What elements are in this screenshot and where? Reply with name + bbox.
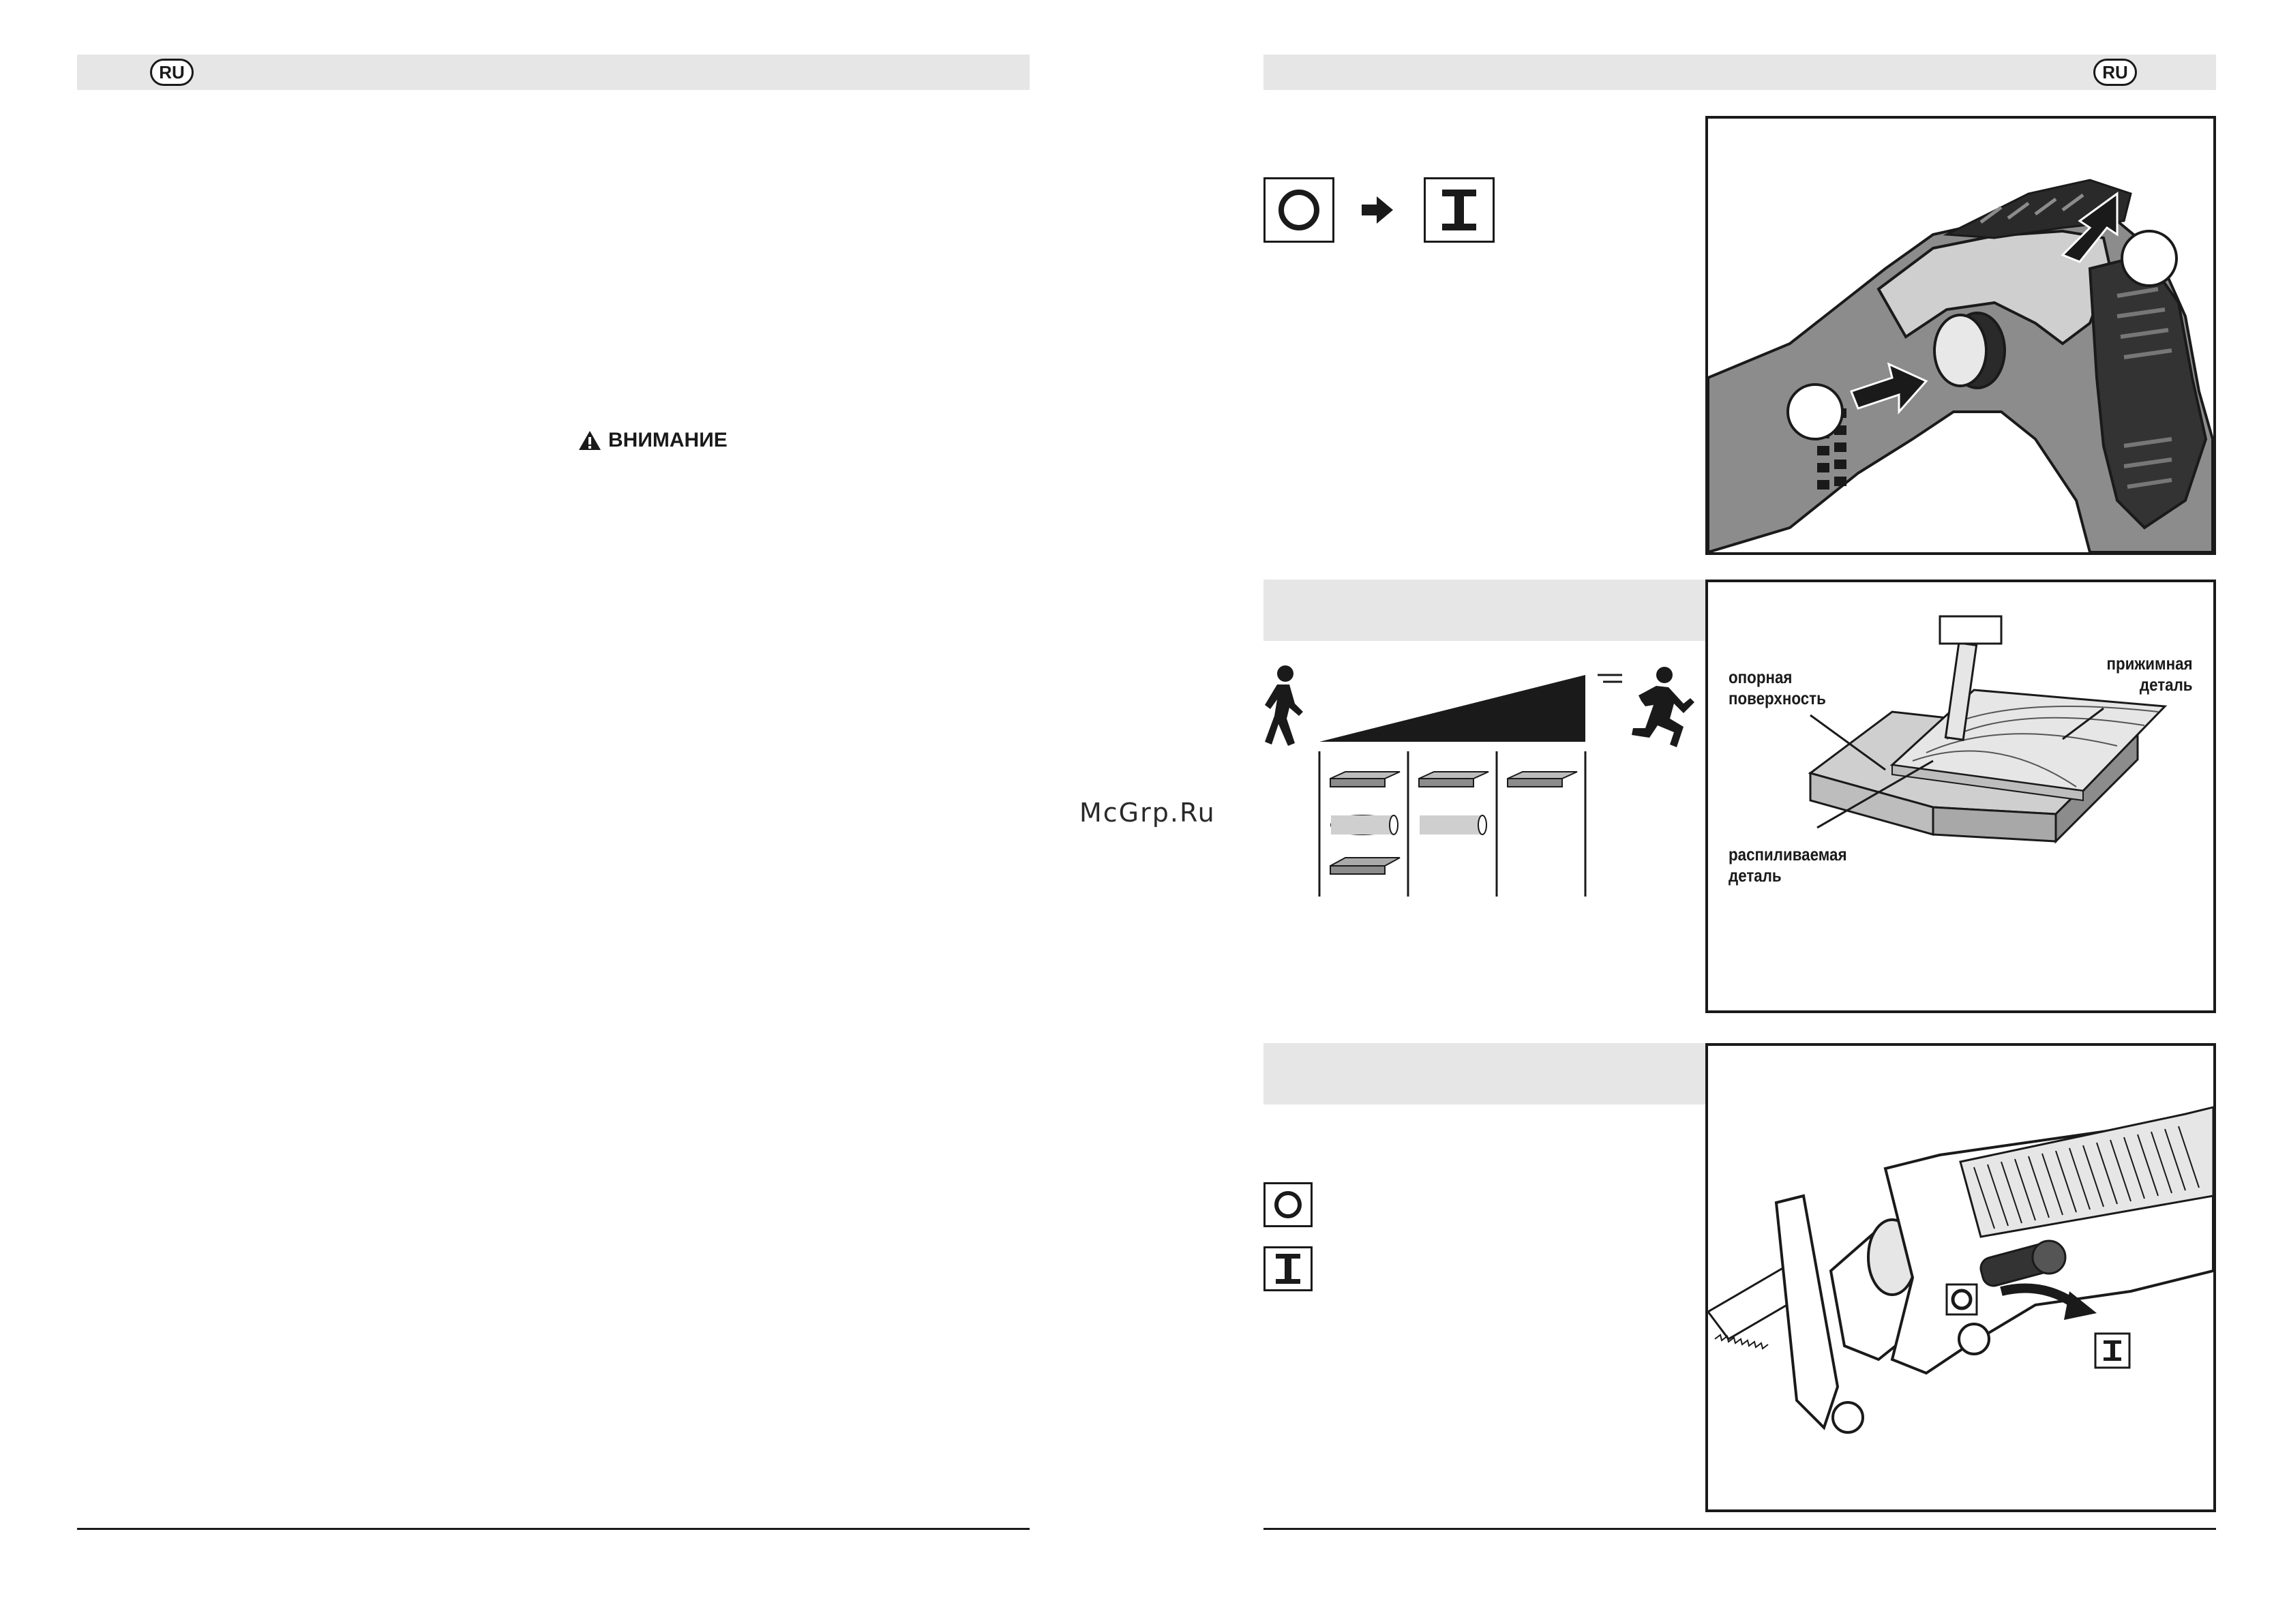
warning-label: ВНИМАНИЕ (608, 429, 728, 451)
right-header-bar (1263, 55, 2216, 90)
right-language-badge: RU (2093, 59, 2137, 86)
section-band-speed (1263, 580, 1706, 641)
arrow-right-icon (1362, 196, 1393, 224)
saw-handle-illustration (1708, 119, 2213, 552)
figure-pendulum-switch (1705, 1043, 2216, 1512)
off-symbol-small (1263, 1182, 1313, 1227)
label-clamping-part: прижимная деталь (2106, 653, 2193, 695)
walking-person-icon (1265, 665, 1303, 746)
workpiece-illustration (1708, 582, 2213, 1010)
bar-on-icon (1275, 1253, 1301, 1284)
label-support-surface: опорная поверхность (1729, 667, 1826, 708)
speed-material-diagram (1263, 661, 1700, 900)
label-sawn-part: распиливаемая деталь (1729, 844, 1847, 886)
warning-heading (578, 425, 728, 455)
circle-off-icon (1278, 190, 1319, 230)
figure-sawing-setup (1705, 580, 2216, 1013)
on-symbol-small (1263, 1246, 1313, 1291)
running-person-icon (1598, 667, 1694, 747)
left-header-bar (77, 55, 1030, 90)
left-language-badge: RU (150, 59, 194, 86)
section-band-switch (1263, 1043, 1706, 1104)
watermark-text: McGrp.Ru (1079, 798, 1216, 828)
figure-switch-lock (1705, 116, 2216, 555)
off-symbol-box (1263, 177, 1334, 243)
circle-off-icon (1274, 1191, 1302, 1218)
on-symbol-box (1424, 177, 1495, 243)
warning-triangle-icon (578, 430, 601, 451)
left-footer-line (77, 1528, 1030, 1530)
bar-on-icon (1441, 188, 1478, 232)
saw-front-illustration (1708, 1046, 2213, 1509)
right-footer-line (1263, 1528, 2216, 1530)
